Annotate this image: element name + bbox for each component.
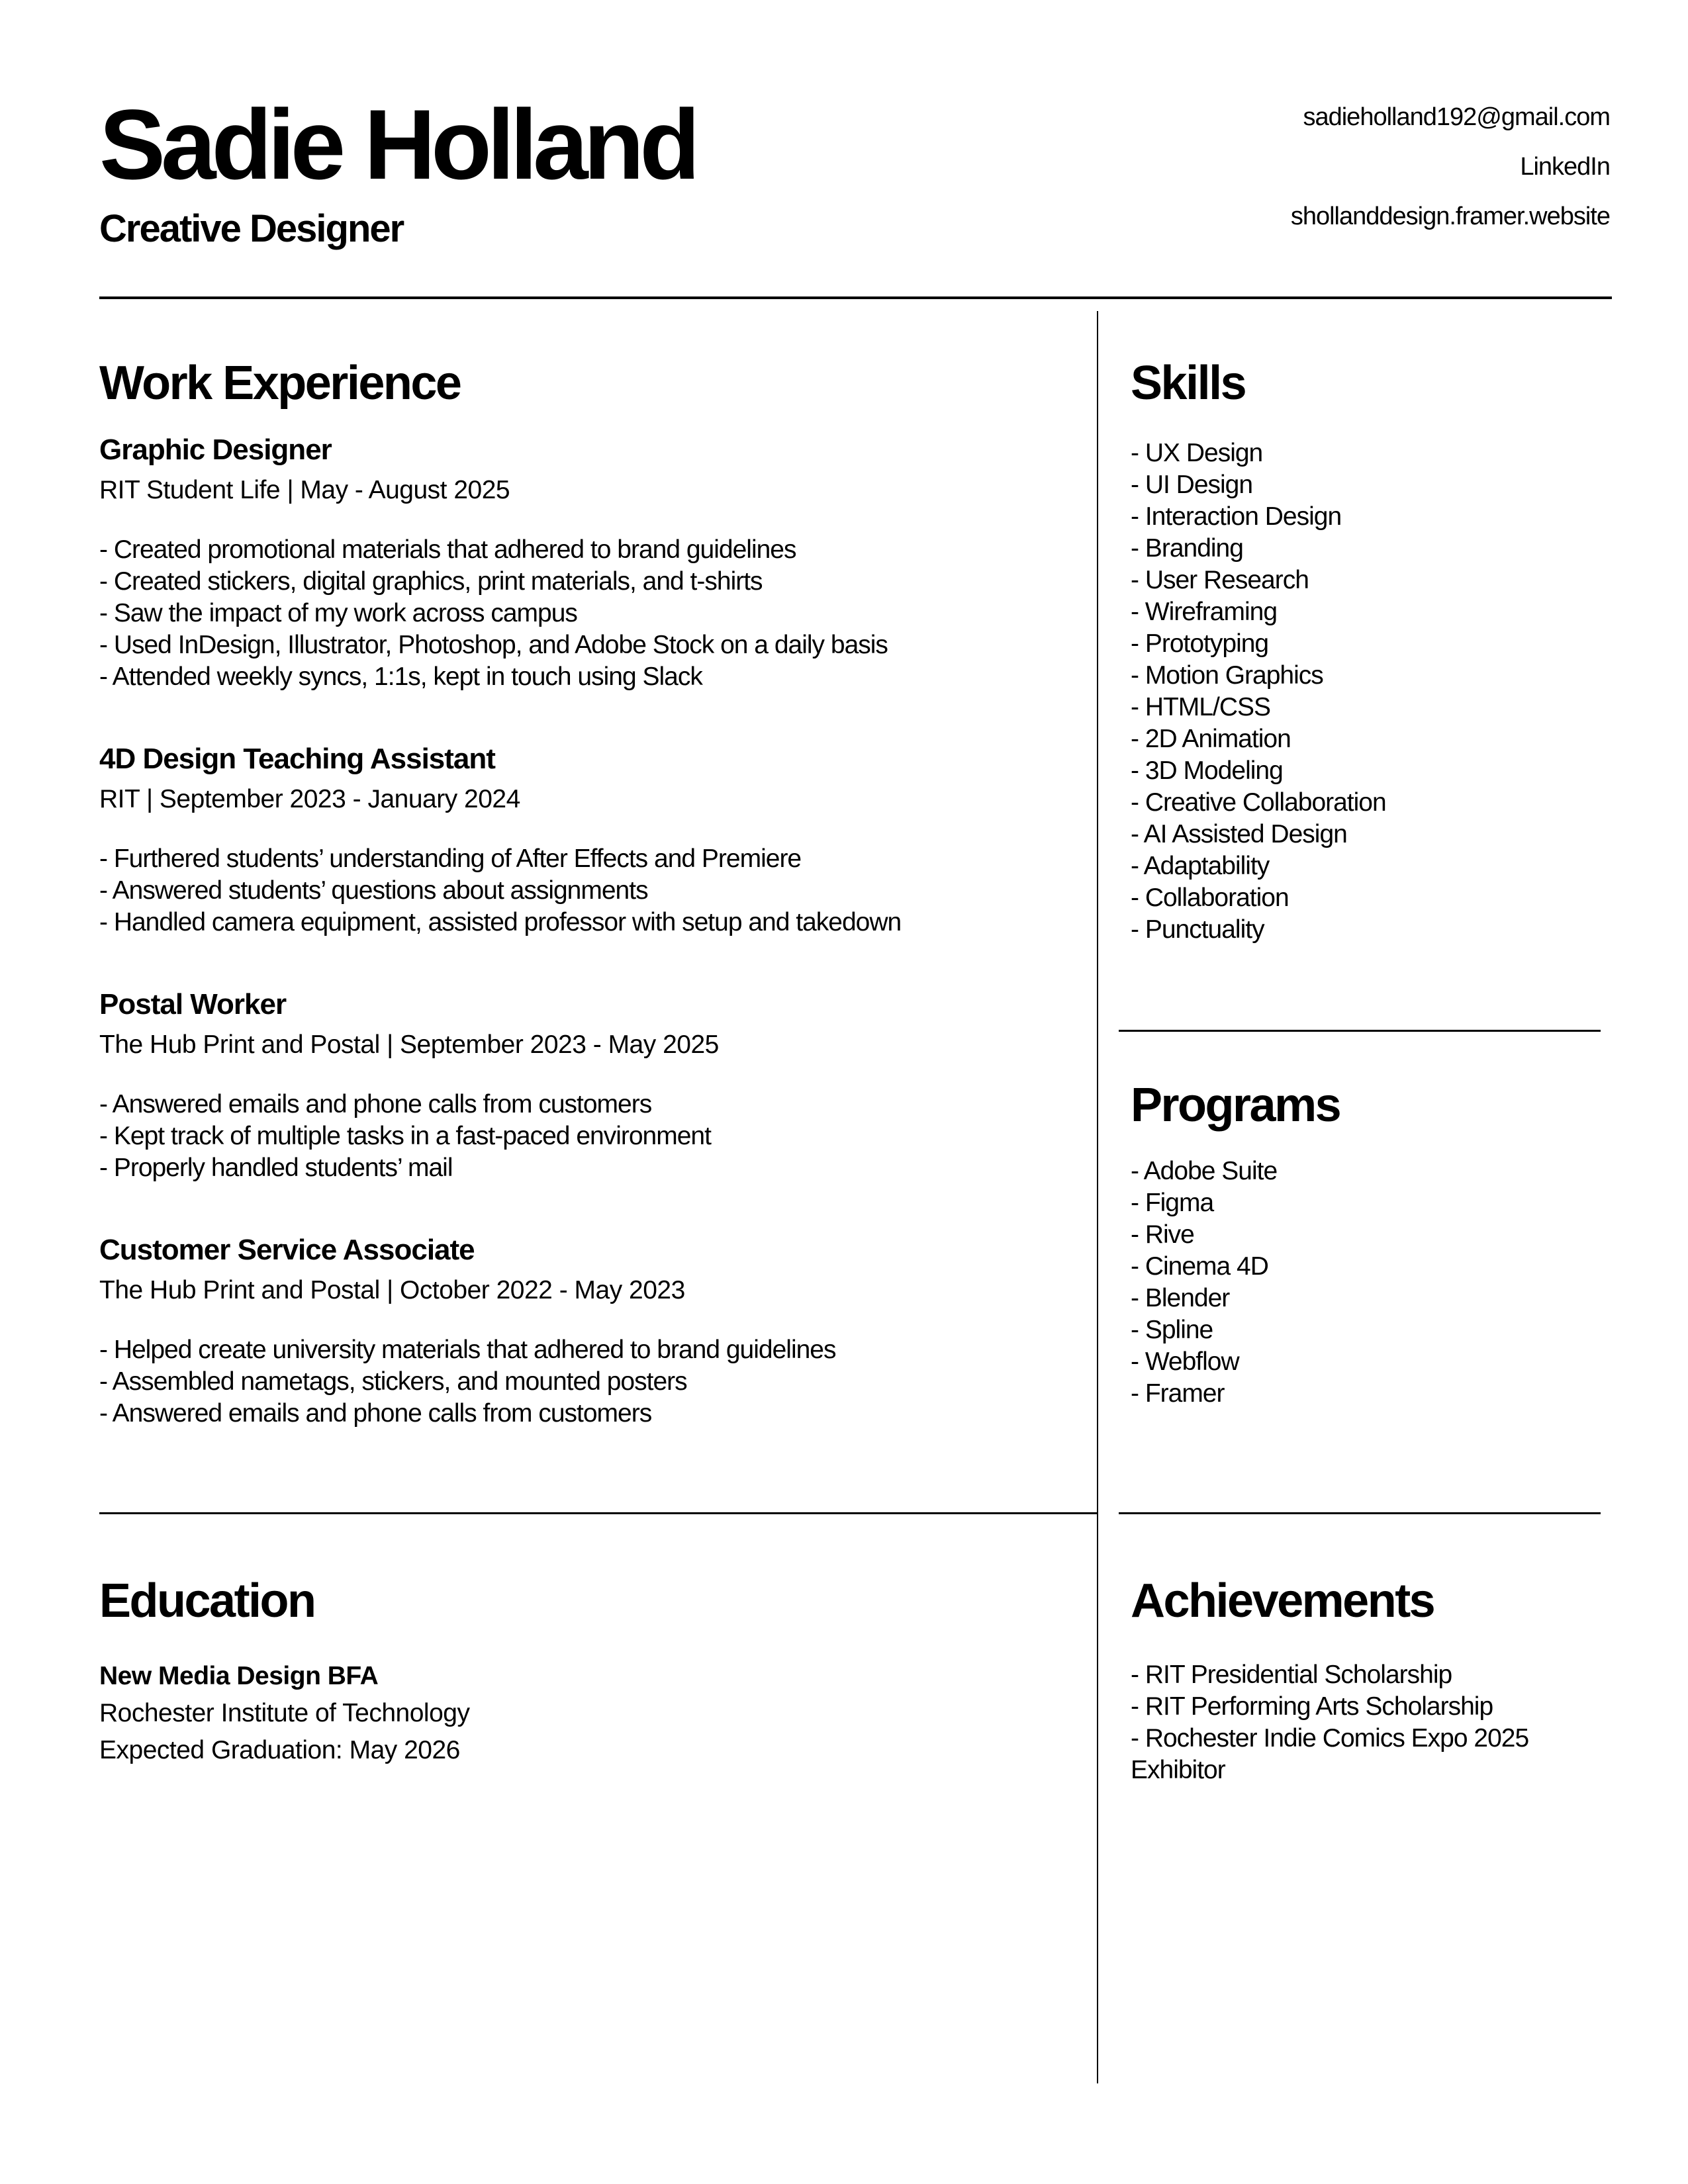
website-link[interactable]: shollanddesign.framer.website (1290, 203, 1610, 230)
linkedin-link[interactable]: LinkedIn (1520, 153, 1610, 181)
skill-item: - HTML/CSS (1131, 693, 1271, 722)
job-entry (99, 988, 1072, 1184)
job-meta: RIT Student Life | May - August 2025 (99, 476, 510, 505)
programs-list (1131, 1156, 1612, 1410)
job-bullet-list (99, 1334, 1072, 1430)
email-link[interactable]: sadieholland192@gmail.com (1303, 103, 1610, 131)
program-item: - Rive (1131, 1220, 1194, 1250)
job-bullet: - Saw the impact of my work across campus (99, 599, 577, 628)
skill-item: - Punctuality (1131, 915, 1264, 944)
job-title: Postal Worker (99, 988, 287, 1021)
education-degree: New Media Design BFA (99, 1662, 379, 1691)
job-entry (99, 1234, 1072, 1430)
header-rule (99, 296, 1612, 299)
person-role: Creative Designer (99, 207, 404, 250)
education-heading: Education (99, 1574, 315, 1627)
skill-item: - Collaboration (1131, 884, 1289, 913)
job-title: 4D Design Teaching Assistant (99, 743, 495, 776)
job-meta: RIT | September 2023 - January 2024 (99, 785, 520, 814)
skill-item: - Wireframing (1131, 598, 1278, 627)
job-bullet: - Furthered students’ understanding of After Effects and Premiere (99, 844, 802, 874)
job-entry (99, 433, 1072, 693)
program-item: - Figma (1131, 1189, 1214, 1218)
job-meta: The Hub Print and Postal | September 2023 - May 2025 (99, 1030, 719, 1060)
job-bullet: - Assembled nametags, stickers, and mounted posters (99, 1367, 687, 1396)
skill-item: - AI Assisted Design (1131, 820, 1347, 849)
skills-section (1131, 311, 1612, 946)
skill-item: - User Research (1131, 566, 1309, 595)
skill-item: - 3D Modeling (1131, 756, 1283, 786)
skill-item: - UI Design (1131, 471, 1253, 500)
job-bullet: - Attended weekly syncs, 1:1s, kept in touch using Slack (99, 662, 702, 692)
skills-list (1131, 437, 1612, 946)
program-item: - Framer (1131, 1379, 1225, 1408)
programs-heading: Programs (1131, 1079, 1340, 1132)
job-bullet-list (99, 843, 1072, 938)
job-bullet: - Created promotional materials that adhered to brand guidelines (99, 535, 796, 565)
header (99, 89, 696, 251)
skill-item: - 2D Animation (1131, 725, 1291, 754)
job-title: Customer Service Associate (99, 1234, 475, 1267)
job-bullet: - Handled camera equipment, assisted professor with setup and takedown (99, 908, 902, 937)
job-bullet: - Helped create university materials that adhered to brand guidelines (99, 1336, 836, 1365)
programs-section (1131, 1032, 1612, 1410)
skill-item: - UX Design (1131, 439, 1263, 468)
achievement-item: - RIT Performing Arts Scholarship (1131, 1692, 1493, 1721)
program-item: - Blender (1131, 1284, 1230, 1313)
achievement-item: - RIT Presidential Scholarship (1131, 1661, 1452, 1690)
education-entry (99, 1658, 1072, 1769)
work-experience-section (99, 311, 1072, 1430)
skills-heading: Skills (1131, 357, 1246, 410)
skill-item: - Motion Graphics (1131, 661, 1323, 690)
education-section (99, 1514, 1072, 1769)
achievements-list (1131, 1659, 1612, 1786)
job-bullet: - Kept track of multiple tasks in a fast-paced environment (99, 1122, 711, 1151)
skill-item: - Creative Collaboration (1131, 788, 1386, 817)
column-divider (1097, 311, 1098, 2083)
job-bullet: - Answered emails and phone calls from customers (99, 1090, 652, 1119)
job-bullet: - Answered students’ questions about assignments (99, 876, 648, 905)
contact-info (1291, 93, 1610, 242)
job-title: Graphic Designer (99, 433, 332, 467)
job-entry (99, 743, 1072, 938)
job-bullet: - Used InDesign, Illustrator, Photoshop, and Adobe Stock on a daily basis (99, 631, 888, 660)
program-item: - Webflow (1131, 1347, 1239, 1377)
skill-item: - Adaptability (1131, 852, 1270, 881)
education-school: Rochester Institute of Technology (99, 1699, 470, 1728)
job-meta: The Hub Print and Postal | October 2022 - May 2023 (99, 1276, 685, 1305)
program-item: - Adobe Suite (1131, 1157, 1278, 1186)
work-experience-heading: Work Experience (99, 357, 461, 410)
skill-item: - Prototyping (1131, 629, 1269, 659)
program-item: - Spline (1131, 1316, 1213, 1345)
job-bullet-list (99, 1089, 1072, 1184)
job-bullet: - Properly handled students’ mail (99, 1154, 453, 1183)
achievements-section (1131, 1514, 1612, 1786)
achievement-item: - Rochester Indie Comics Expo 2025 Exhibitor (1131, 1724, 1529, 1785)
job-bullet: - Answered emails and phone calls from customers (99, 1399, 652, 1428)
job-bullet: - Created stickers, digital graphics, print materials, and t-shirts (99, 567, 763, 596)
education-graduation: Expected Graduation: May 2026 (99, 1736, 460, 1765)
skill-item: - Interaction Design (1131, 502, 1342, 531)
program-item: - Cinema 4D (1131, 1252, 1268, 1281)
skill-item: - Branding (1131, 534, 1243, 563)
person-name: Sadie Holland (99, 89, 696, 200)
achievements-heading: Achievements (1131, 1574, 1434, 1627)
job-bullet-list (99, 534, 1072, 693)
